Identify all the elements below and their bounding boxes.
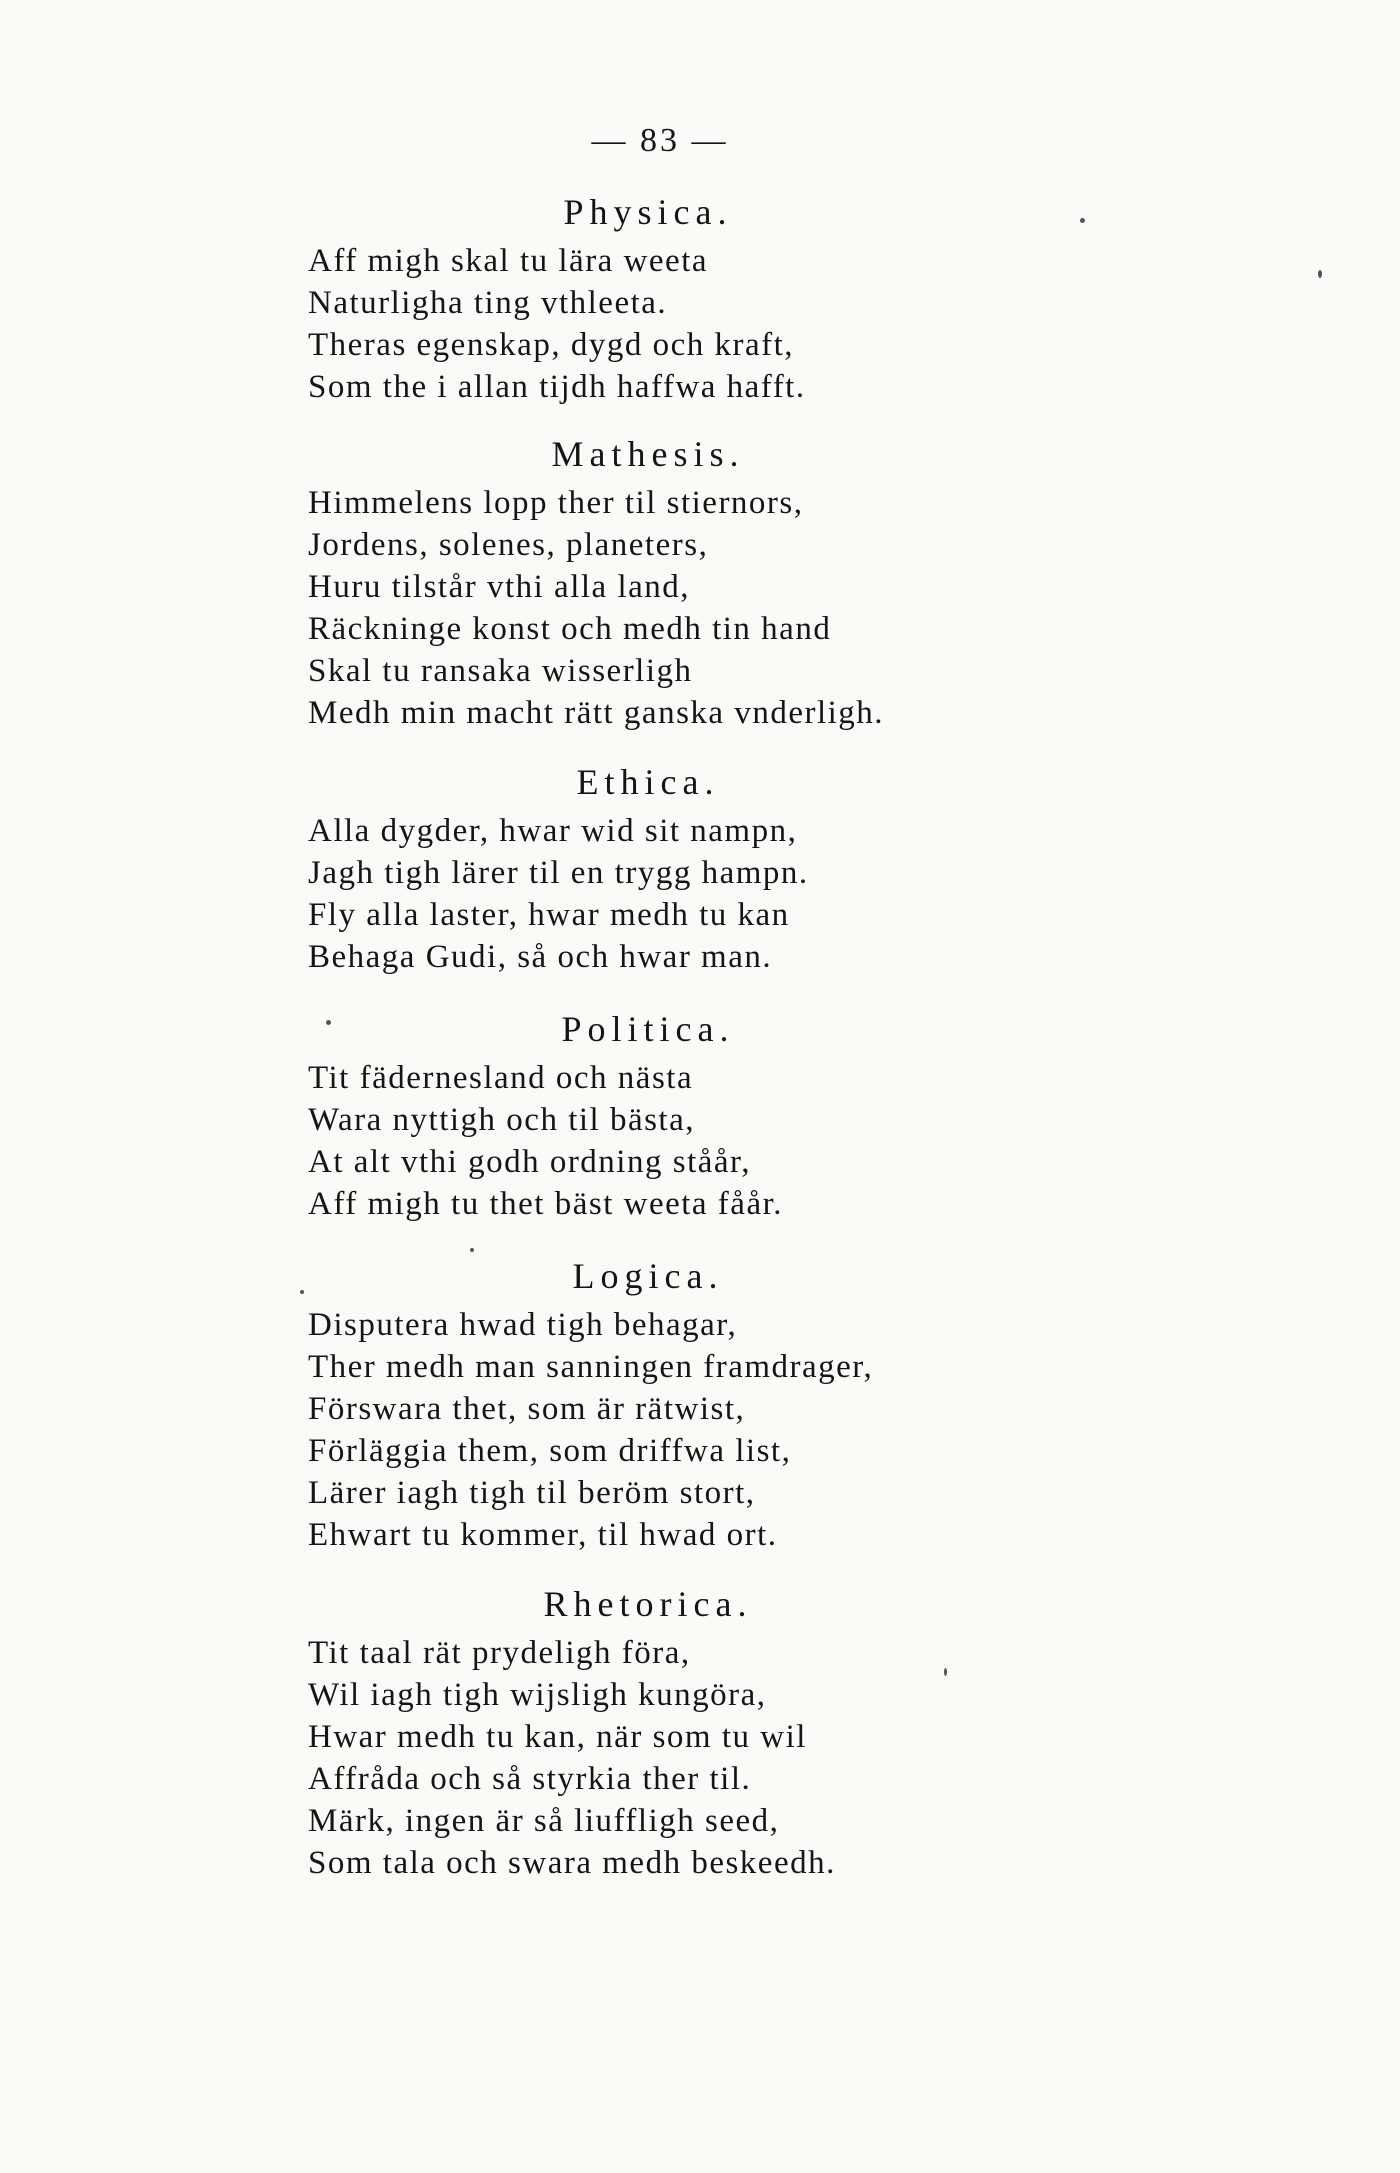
- verse-line: Tit taal rät prydeligh föra,: [308, 1635, 691, 1671]
- verse-line: Tit fädernesland och nästa: [308, 1060, 694, 1096]
- verse-line: Aff migh tu thet bäst weeta fåår.: [308, 1186, 784, 1222]
- verse-line: Huru tilstår vthi alla land,: [308, 569, 691, 605]
- verse-line: Naturligha ting vthleeta.: [308, 285, 668, 321]
- section-heading: Rhetorica.: [543, 1584, 753, 1624]
- section-heading: Logica.: [572, 1256, 724, 1296]
- verse-line: Skal tu ransaka wisserligh: [308, 653, 693, 689]
- verse-line: Alla dygder, hwar wid sit nampn,: [308, 813, 798, 849]
- section-physica: [308, 190, 1068, 408]
- scan-speck: [470, 1248, 474, 1252]
- verse-line: Som the i allan tijdh haffwa hafft.: [308, 369, 806, 405]
- verse-line: Wara nyttigh och til bästa,: [308, 1102, 695, 1138]
- verse-line: Lärer iagh tigh til beröm stort,: [308, 1475, 756, 1511]
- verse-line: Jordens, solenes, planeters,: [308, 527, 709, 563]
- verse-line: At alt vthi godh ordning ståår,: [308, 1144, 751, 1180]
- verse-line: Förswara thet, som är rätwist,: [308, 1391, 746, 1427]
- verse-line: Affråda och så styrkia ther til.: [308, 1761, 752, 1797]
- verse-line: Medh min macht rätt ganska vnderligh.: [308, 695, 885, 731]
- verse-line: Hwar medh tu kan, när som tu wil: [308, 1719, 807, 1755]
- scan-speck: [300, 1290, 304, 1294]
- verse-line: Fly alla laster, hwar medh tu kan: [308, 897, 790, 933]
- section-ethica: [308, 760, 1068, 978]
- verse-line: Som tala och swara medh beskeedh.: [308, 1845, 836, 1881]
- verse-line: Himmelens lopp ther til stiernors,: [308, 485, 804, 521]
- verse-line: Behaga Gudi, så och hwar man.: [308, 939, 773, 975]
- section-politica: [308, 1007, 1068, 1225]
- verse-line: Aff migh skal tu lära weeta: [308, 243, 709, 279]
- verse-line: Ehwart tu kommer, til hwad ort.: [308, 1517, 778, 1553]
- section-heading: Mathesis.: [551, 434, 745, 474]
- verse-line: Räckninge konst och medh tin hand: [308, 611, 832, 647]
- section-logica: [308, 1254, 1068, 1556]
- section-heading: Physica.: [563, 192, 733, 232]
- scan-speck: [1080, 218, 1085, 223]
- verse-line: Jagh tigh lärer til en trygg hampn.: [308, 855, 809, 891]
- verse-line: Märk, ingen är så liuffligh seed,: [308, 1803, 780, 1839]
- scan-speck: [326, 1020, 331, 1025]
- scan-speck: [1318, 270, 1322, 278]
- section-rhetorica: [308, 1582, 1068, 1884]
- page-number: — 83 —: [591, 122, 729, 159]
- section-heading: Politica.: [561, 1009, 735, 1049]
- verse-line: Disputera hwad tigh behagar,: [308, 1307, 738, 1343]
- verse-line: Theras egenskap, dygd och kraft,: [308, 327, 795, 363]
- verse-line: Wil iagh tigh wijsligh kungöra,: [308, 1677, 767, 1713]
- verse-line: Förläggia them, som driffwa list,: [308, 1433, 792, 1469]
- verse-line: Ther medh man sanningen framdrager,: [308, 1349, 874, 1385]
- section-heading: Ethica.: [576, 762, 720, 802]
- section-mathesis: [308, 432, 1068, 734]
- scan-speck: [944, 1668, 947, 1676]
